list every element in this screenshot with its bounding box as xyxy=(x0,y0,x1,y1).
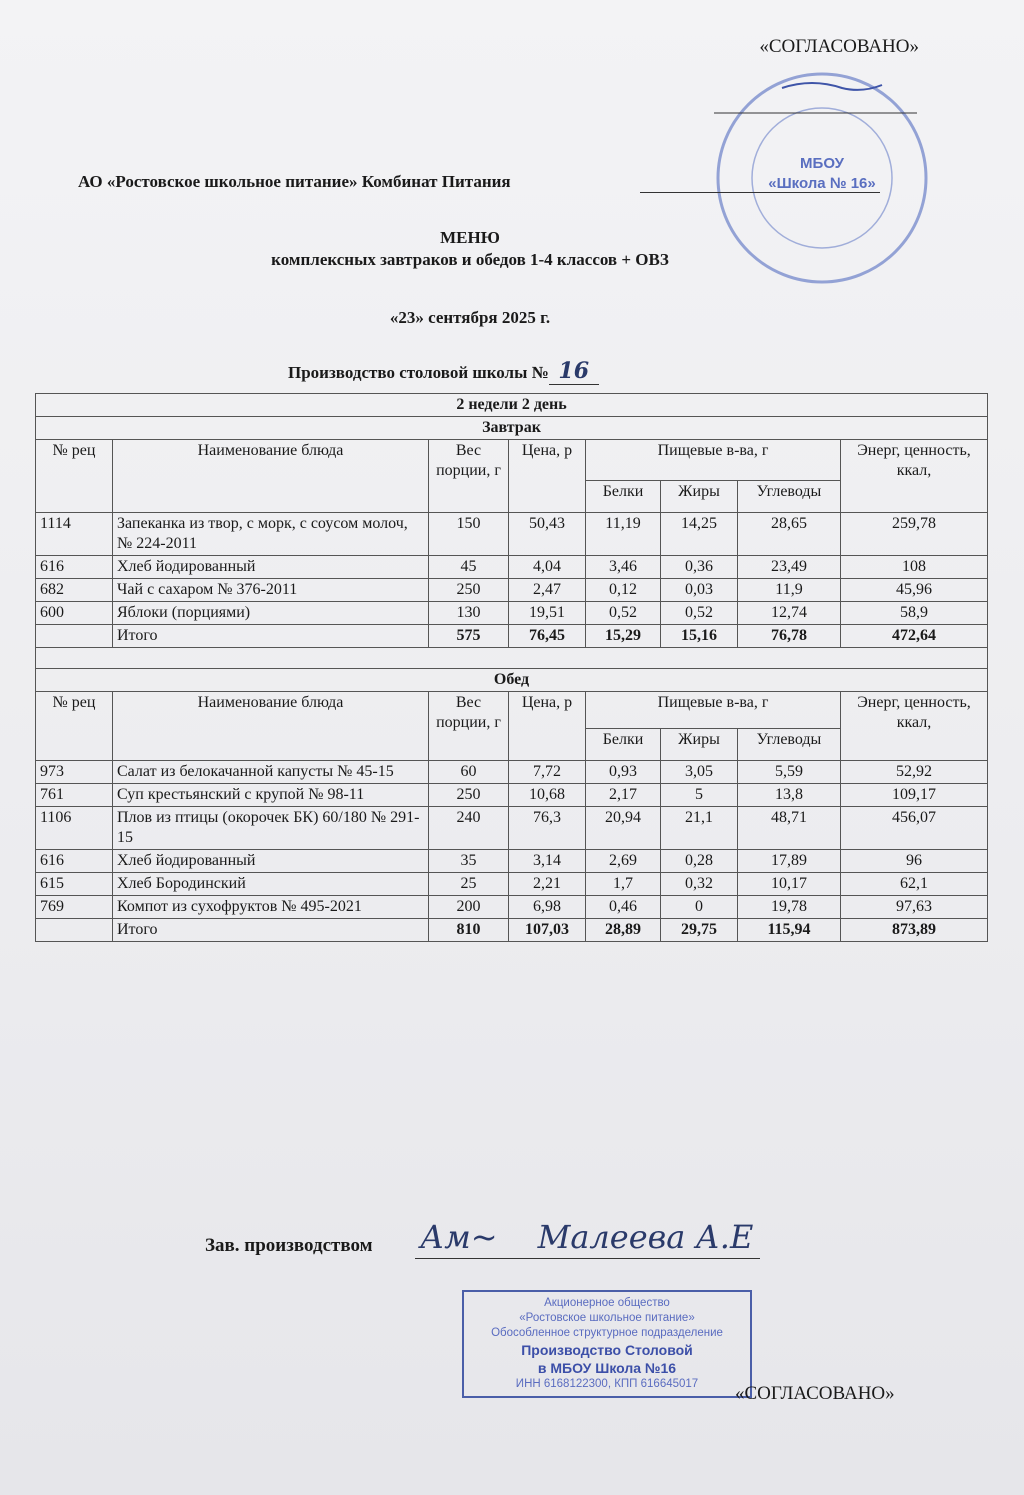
period-title: 2 недели 2 день xyxy=(36,394,988,417)
lunch-title: Обед xyxy=(36,669,988,692)
carbs-cell: 12,74 xyxy=(738,602,841,625)
price-cell: 50,43 xyxy=(509,513,586,556)
weight-cell: 25 xyxy=(429,873,509,896)
col-fat: Жиры xyxy=(661,481,738,513)
menu-title: МЕНЮ xyxy=(440,228,500,247)
weight-cell: 250 xyxy=(429,579,509,602)
col-rec: № рец xyxy=(36,440,113,513)
price-cell: 107,03 xyxy=(509,919,586,942)
energy-cell: 472,64 xyxy=(841,625,988,648)
breakfast-title: Завтрак xyxy=(36,417,988,440)
fat-cell: 0,52 xyxy=(661,602,738,625)
dish-name-cell: Чай с сахаром № 376-2011 xyxy=(113,579,429,602)
rec-number-cell: 616 xyxy=(36,556,113,579)
dish-name-cell: Хлеб йодированный xyxy=(113,850,429,873)
price-cell: 2,47 xyxy=(509,579,586,602)
col-carbs: Углеводы xyxy=(738,481,841,513)
weight-cell: 810 xyxy=(429,919,509,942)
col-protein: Белки xyxy=(586,729,661,761)
dish-name-cell: Хлеб Бородинский xyxy=(113,873,429,896)
manager-signature: Ам~ Малеева А.Е xyxy=(420,1218,754,1256)
col-protein: Белки xyxy=(586,481,661,513)
manager-label: Зав. производством xyxy=(205,1235,373,1256)
col-name: Наименование блюда xyxy=(113,692,429,761)
breakfast-rows xyxy=(36,513,988,648)
protein-cell: 3,46 xyxy=(586,556,661,579)
protein-cell: 2,69 xyxy=(586,850,661,873)
carbs-cell: 11,9 xyxy=(738,579,841,602)
production-label xyxy=(288,358,599,385)
carbs-cell: 10,17 xyxy=(738,873,841,896)
energy-cell: 259,78 xyxy=(841,513,988,556)
table-row xyxy=(36,556,988,579)
menu-table xyxy=(35,393,988,942)
table-row xyxy=(36,896,988,919)
protein-cell: 20,94 xyxy=(586,807,661,850)
col-energy: Энерг, ценность, ккал, xyxy=(841,440,988,513)
agreed-label-top: «СОГЛАСОВАНО» xyxy=(759,36,919,57)
rec-number-cell xyxy=(36,625,113,648)
stamp-text-2: «Школа № 16» xyxy=(768,175,876,192)
energy-cell: 45,96 xyxy=(841,579,988,602)
organization-name: АО «Ростовское школьное питание» Комбинат Питания xyxy=(78,172,511,191)
fat-cell: 5 xyxy=(661,784,738,807)
price-cell: 19,51 xyxy=(509,602,586,625)
energy-cell: 58,9 xyxy=(841,602,988,625)
energy-cell: 109,17 xyxy=(841,784,988,807)
fat-cell: 15,16 xyxy=(661,625,738,648)
fat-cell: 0,32 xyxy=(661,873,738,896)
weight-cell: 130 xyxy=(429,602,509,625)
table-row xyxy=(36,784,988,807)
total-row xyxy=(36,919,988,942)
rec-number-cell: 761 xyxy=(36,784,113,807)
rec-number-cell: 1114 xyxy=(36,513,113,556)
carbs-cell: 23,49 xyxy=(738,556,841,579)
rec-number-cell xyxy=(36,919,113,942)
price-cell: 10,68 xyxy=(509,784,586,807)
stamp-text-1: МБОУ xyxy=(800,155,844,172)
spacer-row xyxy=(36,648,988,669)
stamp-line: ИНН 6168122300, КПП 616645017 xyxy=(515,1378,699,1390)
col-price: Цена, р xyxy=(509,692,586,761)
protein-cell: 0,52 xyxy=(586,602,661,625)
carbs-cell: 28,65 xyxy=(738,513,841,556)
rec-number-cell: 600 xyxy=(36,602,113,625)
price-cell: 76,45 xyxy=(509,625,586,648)
weight-cell: 35 xyxy=(429,850,509,873)
table-row xyxy=(36,761,988,784)
carbs-cell: 5,59 xyxy=(738,761,841,784)
rec-number-cell: 769 xyxy=(36,896,113,919)
protein-cell: 28,89 xyxy=(586,919,661,942)
production-text: Производство столовой школы № xyxy=(288,363,549,382)
carbs-cell: 13,8 xyxy=(738,784,841,807)
fat-cell: 14,25 xyxy=(661,513,738,556)
rect-stamp xyxy=(462,1290,752,1398)
fat-cell: 3,05 xyxy=(661,761,738,784)
fat-cell: 0 xyxy=(661,896,738,919)
col-energy: Энерг, ценность, ккал, xyxy=(841,692,988,761)
col-nutrients: Пищевые в-ва, г xyxy=(586,440,841,481)
energy-cell: 873,89 xyxy=(841,919,988,942)
dish-name-cell: Итого xyxy=(113,919,429,942)
carbs-cell: 115,94 xyxy=(738,919,841,942)
dish-name-cell: Плов из птицы (окорочек БК) 60/180 № 291-15 xyxy=(113,807,429,850)
total-row xyxy=(36,625,988,648)
col-fat: Жиры xyxy=(661,729,738,761)
stamp-line: Обособленное структурное подразделение xyxy=(491,1327,723,1339)
signature-name: Малеева А.Е xyxy=(537,1218,754,1256)
stamp-line: «Ростовское школьное питание» xyxy=(519,1312,695,1324)
rec-number-cell: 615 xyxy=(36,873,113,896)
energy-cell: 52,92 xyxy=(841,761,988,784)
fat-cell: 0,03 xyxy=(661,579,738,602)
carbs-cell: 19,78 xyxy=(738,896,841,919)
col-price: Цена, р xyxy=(509,440,586,513)
price-cell: 3,14 xyxy=(509,850,586,873)
price-cell: 4,04 xyxy=(509,556,586,579)
col-name: Наименование блюда xyxy=(113,440,429,513)
fat-cell: 0,36 xyxy=(661,556,738,579)
rec-number-cell: 682 xyxy=(36,579,113,602)
price-cell: 7,72 xyxy=(509,761,586,784)
price-cell: 6,98 xyxy=(509,896,586,919)
dish-name-cell: Компот из сухофруктов № 495-2021 xyxy=(113,896,429,919)
col-weight: Вес порции, г xyxy=(429,440,509,513)
price-cell: 2,21 xyxy=(509,873,586,896)
lunch-rows xyxy=(36,761,988,942)
col-weight: Вес порции, г xyxy=(429,692,509,761)
carbs-cell: 17,89 xyxy=(738,850,841,873)
dish-name-cell: Салат из белокачанной капусты № 45-15 xyxy=(113,761,429,784)
col-nutrients: Пищевые в-ва, г xyxy=(586,692,841,729)
energy-cell: 62,1 xyxy=(841,873,988,896)
agreed-label-bottom: «СОГЛАСОВАНО» xyxy=(735,1383,895,1404)
rec-number-cell: 1106 xyxy=(36,807,113,850)
dish-name-cell: Итого xyxy=(113,625,429,648)
table-row xyxy=(36,807,988,850)
dish-name-cell: Суп крестьянский с крупой № 98-11 xyxy=(113,784,429,807)
col-rec: № рец xyxy=(36,692,113,761)
menu-date: «23» сентября 2025 г. xyxy=(389,308,551,327)
protein-cell: 0,93 xyxy=(586,761,661,784)
table-row xyxy=(36,579,988,602)
weight-cell: 60 xyxy=(429,761,509,784)
price-cell: 76,3 xyxy=(509,807,586,850)
protein-cell: 11,19 xyxy=(586,513,661,556)
carbs-cell: 48,71 xyxy=(738,807,841,850)
rec-number-cell: 973 xyxy=(36,761,113,784)
protein-cell: 15,29 xyxy=(586,625,661,648)
signature-line xyxy=(415,1258,760,1259)
energy-cell: 96 xyxy=(841,850,988,873)
weight-cell: 240 xyxy=(429,807,509,850)
weight-cell: 250 xyxy=(429,784,509,807)
table-row xyxy=(36,602,988,625)
table-row xyxy=(36,873,988,896)
stamp-line: Производство Столовой xyxy=(521,1342,693,1358)
weight-cell: 150 xyxy=(429,513,509,556)
fat-cell: 21,1 xyxy=(661,807,738,850)
weight-cell: 45 xyxy=(429,556,509,579)
weight-cell: 575 xyxy=(429,625,509,648)
dish-name-cell: Запеканка из твор, с морк, с соусом молоч, № 224-2011 xyxy=(113,513,429,556)
stamp-line: в МБОУ Школа №16 xyxy=(537,1360,677,1376)
col-carbs: Углеводы xyxy=(738,729,841,761)
protein-cell: 0,46 xyxy=(586,896,661,919)
rec-number-cell: 616 xyxy=(36,850,113,873)
menu-subtitle: комплексных завтраков и обедов 1-4 классов + ОВЗ xyxy=(271,250,669,269)
energy-cell: 456,07 xyxy=(841,807,988,850)
fat-cell: 29,75 xyxy=(661,919,738,942)
protein-cell: 0,12 xyxy=(586,579,661,602)
table-row xyxy=(36,513,988,556)
protein-cell: 2,17 xyxy=(586,784,661,807)
stamp-line: Акционерное общество xyxy=(544,1297,670,1309)
fat-cell: 0,28 xyxy=(661,850,738,873)
org-underline xyxy=(640,192,880,193)
energy-cell: 108 xyxy=(841,556,988,579)
carbs-cell: 76,78 xyxy=(738,625,841,648)
dish-name-cell: Яблоки (порциями) xyxy=(113,602,429,625)
energy-cell: 97,63 xyxy=(841,896,988,919)
school-number: 16 xyxy=(549,358,599,385)
table-row xyxy=(36,850,988,873)
dish-name-cell: Хлеб йодированный xyxy=(113,556,429,579)
weight-cell: 200 xyxy=(429,896,509,919)
protein-cell: 1,7 xyxy=(586,873,661,896)
